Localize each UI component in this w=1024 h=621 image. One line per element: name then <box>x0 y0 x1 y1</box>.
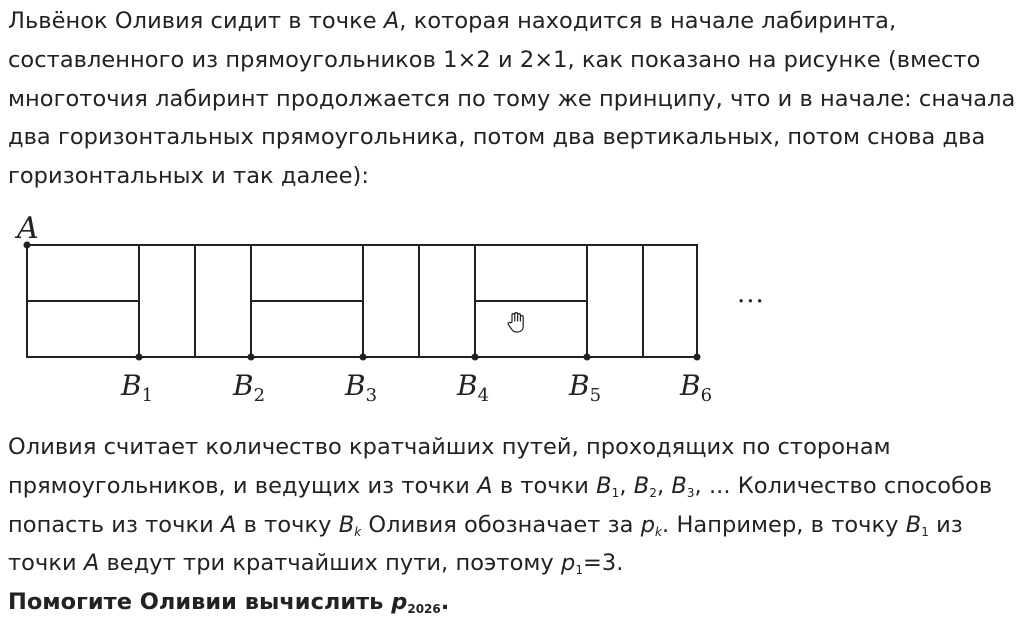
point-a-ref: A <box>221 511 237 538</box>
p-ref: p <box>640 511 656 538</box>
comma: , <box>656 472 672 499</box>
task-period: . <box>440 589 450 615</box>
sub-index: 1 <box>921 524 929 539</box>
comma: , <box>619 472 634 499</box>
question-text-3: , ... Количество способов попасть из точки <box>8 472 993 538</box>
sub-index-k: k <box>655 524 663 539</box>
question-text-7: из точки <box>8 511 963 577</box>
point-b3-dot <box>360 354 367 361</box>
point-b1-dot <box>136 354 143 361</box>
problem-question <box>8 428 1020 583</box>
point-b5-label: $B_5$ <box>569 369 602 406</box>
question-text-8: ведут три кратчайших пути, поэтому <box>99 550 561 577</box>
point-b3-label: $B_3$ <box>345 369 378 406</box>
question-text-1: Оливия считает количество кратчайших путей, проходящих по сторонам прямоугольников, и ведущих из точки <box>8 434 891 499</box>
point-a-ref: A <box>83 550 100 577</box>
point-b6-dot <box>694 354 701 361</box>
point-b-ref: B <box>596 472 612 499</box>
intro-text-2: , которая находится в начале лабиринта, составленного из прямоугольников 1×2 и 2×1, как показано на рисунке (вместо многоточия лабиринт продолжается по тому же принципу, что и в начале: сначала два горизонтальных прямоугольника, потом два вертикальных, потом снова два горизонтальных и так далее): <box>8 8 1016 190</box>
maze-ellipsis: ... <box>737 279 765 309</box>
maze-figure <box>0 200 800 410</box>
point-b-ref: B <box>905 511 922 538</box>
intro-text-1: Львёнок Оливия сидит в точке <box>8 8 384 34</box>
sub-index: 1 <box>575 563 584 578</box>
sub-index: 3 <box>686 485 695 500</box>
problem-intro <box>8 2 1020 196</box>
point-b6-label: $B_6$ <box>680 369 713 406</box>
p-ref: p <box>561 550 576 577</box>
point-a-label: A <box>17 211 39 246</box>
point-a-ref: A <box>477 472 493 499</box>
point-b4-dot <box>472 354 479 361</box>
sub-index: 1 <box>611 485 620 500</box>
question-text-4: в точку <box>236 511 339 538</box>
hand-pointer-icon <box>506 312 526 334</box>
point-b4-label: $B_4$ <box>457 369 490 406</box>
question-text-6: . Например, в точку <box>662 511 906 538</box>
point-b-ref: B <box>338 511 355 538</box>
task-text: Помогите Оливии вычислить <box>8 589 392 615</box>
p1-value: =3. <box>583 550 624 577</box>
question-text-5: Оливия обозначает за <box>361 511 641 538</box>
p-ref: p <box>391 589 408 615</box>
sub-index: 2 <box>649 485 657 500</box>
sub-index-2026: 2026 <box>407 602 441 616</box>
point-b-ref: B <box>633 472 650 499</box>
point-a-ref: A <box>383 8 400 34</box>
problem-task <box>8 583 449 621</box>
point-b5-dot <box>584 354 591 361</box>
point-b2-label: $B_2$ <box>233 369 266 406</box>
point-b2-dot <box>248 354 255 361</box>
point-b-ref: B <box>671 472 687 499</box>
question-text-2: в точки <box>492 472 597 499</box>
point-b1-label: $B_1$ <box>121 369 154 406</box>
sub-index-k: k <box>354 524 362 539</box>
